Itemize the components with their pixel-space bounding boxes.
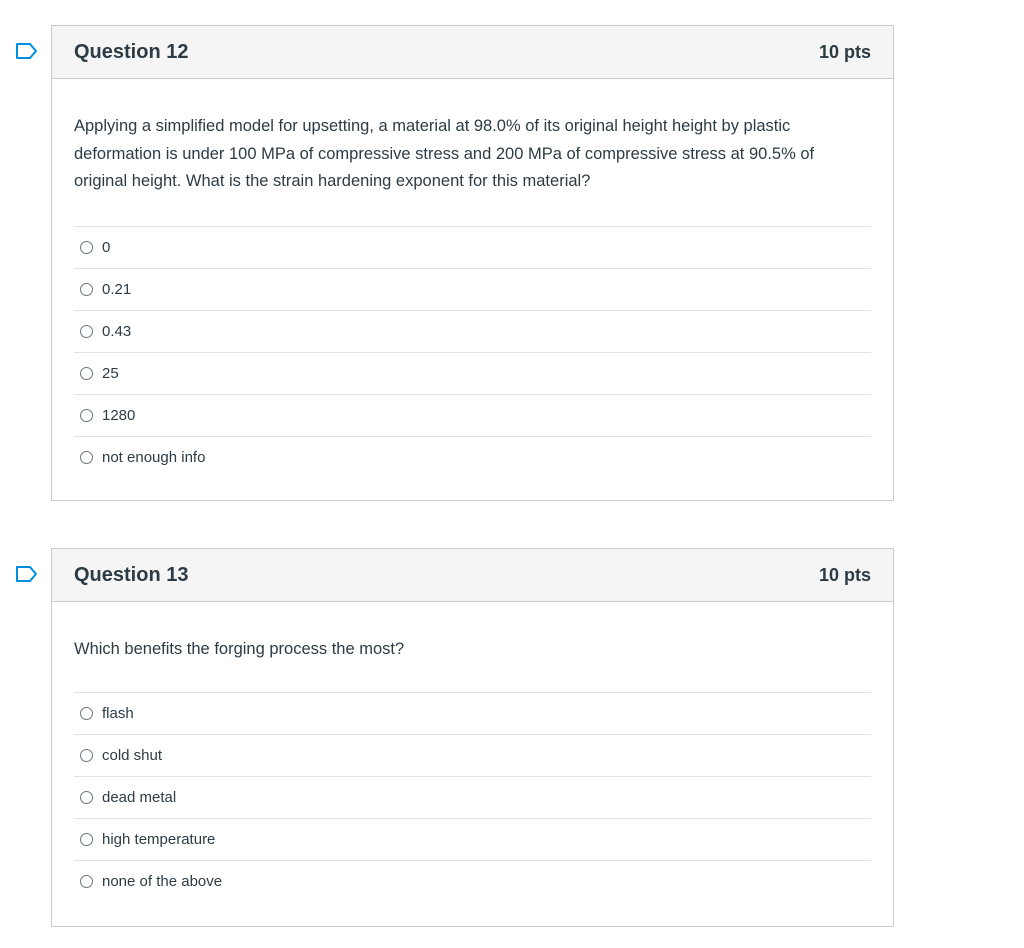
answer-option[interactable] [74,693,871,735]
question-header [52,549,893,602]
question-points: 10 pts [818,41,871,62]
answer-label: 0.43 [102,322,132,340]
answer-option[interactable] [74,353,871,395]
radio-button[interactable] [80,409,93,422]
answer-label: high temperature [102,830,216,848]
answer-option[interactable] [74,311,871,353]
answer-option[interactable] [74,819,871,861]
answer-option[interactable] [74,269,871,311]
answer-option[interactable] [74,735,871,777]
question-12 [51,25,894,501]
question-header [52,26,893,79]
answer-label: 0.21 [102,280,132,298]
answer-label: flash [102,704,134,722]
answer-option[interactable] [74,437,871,479]
question-title: Question 12 [74,40,189,63]
answer-option[interactable] [74,227,871,269]
radio-button[interactable] [80,791,93,804]
answer-label: 0 [102,238,111,256]
question-title: Question 13 [74,563,189,586]
question-body [52,602,893,903]
answer-label: none of the above [102,873,223,890]
question-points: 10 pts [818,564,871,585]
answer-list [74,692,871,903]
answer-option[interactable] [74,861,871,903]
radio-button[interactable] [80,367,93,380]
answer-option[interactable] [74,395,871,437]
answer-label: 1280 [102,406,136,424]
flag-question-icon[interactable] [15,42,39,60]
question-13 [51,548,894,927]
question-body [52,79,893,479]
radio-button[interactable] [80,875,93,888]
flag-question-icon[interactable] [15,565,39,583]
radio-button[interactable] [80,283,93,296]
radio-button[interactable] [80,451,93,464]
answer-option[interactable] [74,777,871,819]
radio-button[interactable] [80,749,93,762]
answer-label: 25 [102,364,119,382]
answer-label: dead metal [102,788,177,806]
answer-label: not enough info [102,449,206,466]
radio-button[interactable] [80,707,93,720]
radio-button[interactable] [80,241,93,254]
question-text: Applying a simplified model for upsetting, a material at 98.0% of its original height height by plastic deformation is under 100 MPa of compressive stress and 200 MPa of compressive stress at 90.5% of original height. What is the strain hardening exponent for this material? [74,117,815,190]
radio-button[interactable] [80,833,93,846]
radio-button[interactable] [80,325,93,338]
answer-list [74,226,871,479]
answer-label: cold shut [102,746,163,764]
question-text: Which benefits the forging process the most? [74,640,405,658]
